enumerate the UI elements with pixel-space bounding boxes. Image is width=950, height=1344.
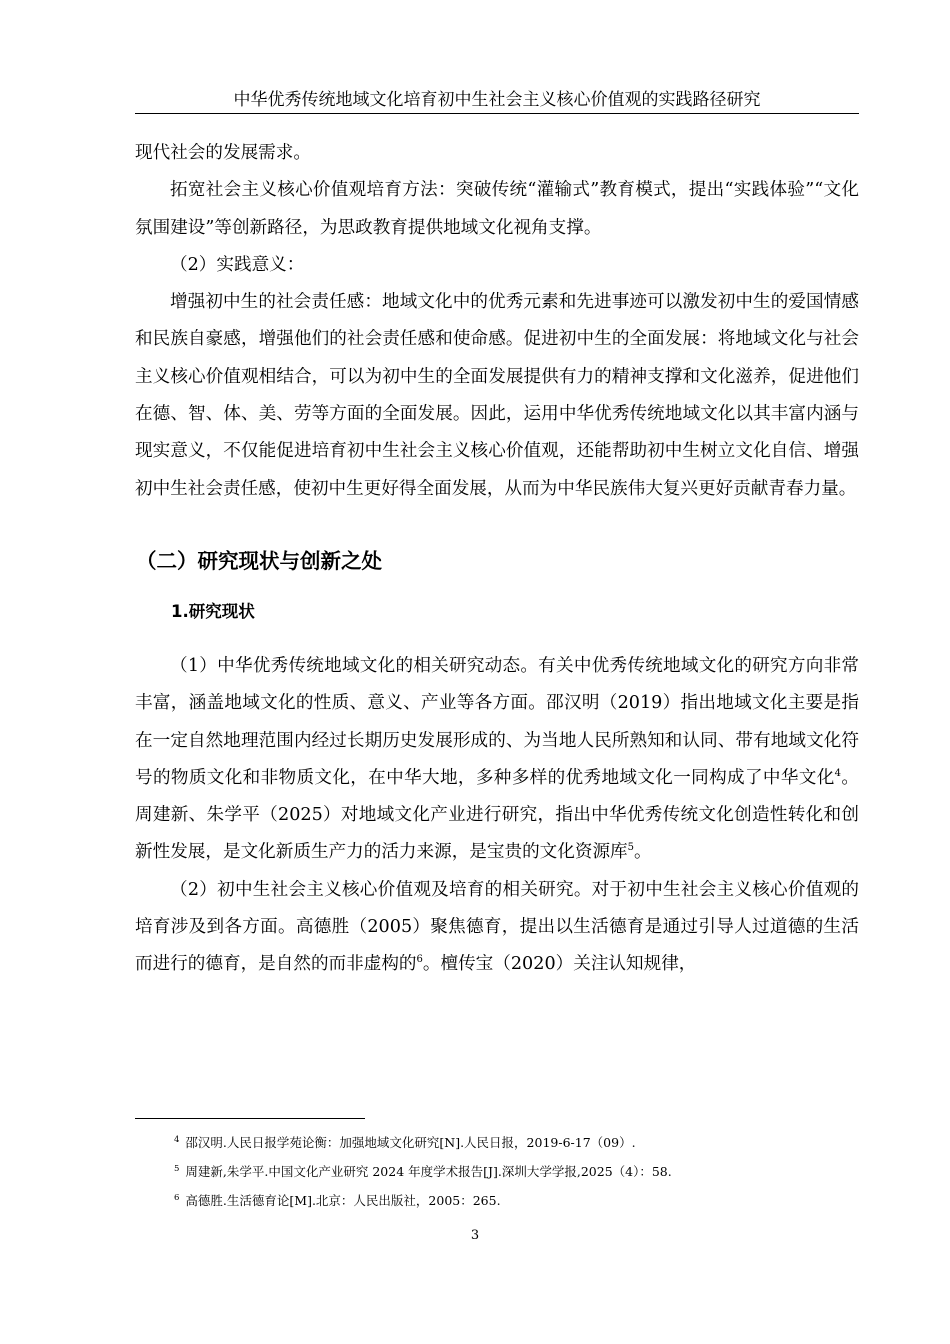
footnote-4 (174, 1128, 864, 1157)
section-heading: （二）研究现状与创新之处 (136, 548, 382, 573)
footnote-text: 高德胜.生活德育论[M].北京：人民出版社，2005：265. (185, 1193, 501, 1208)
paragraph-5 (135, 648, 859, 872)
footnotes (174, 1128, 864, 1215)
footnote-mark: 6 (174, 1192, 180, 1203)
footnote-ref-5[interactable]: 5 (627, 842, 635, 854)
footnote-5 (174, 1157, 864, 1186)
footnote-text: 邵汉明.人民日报学苑论衡：加强地域文化研究[N].人民日报，2019-6-17（09）. (185, 1135, 636, 1150)
paragraph-5-text-a: （1）中华优秀传统地域文化的相关研究动态。有关中优秀传统地域文化的研究方向非常丰富，涵盖地域文化的性质、意义、产业等各方面。邵汉明（2019）指出地域文化主要是指在一定自然地理范围内经过长期历史发展形成的、为当地人民所熟知和认同、带有地域文化符号的物质文化和非物质文化，在中华大地，多种多样的优秀地域文化一同构成了中华文化 (135, 655, 859, 788)
footnote-ref-4[interactable]: 4 (834, 768, 842, 779)
paragraph-5-text-c: 。 (634, 842, 652, 863)
paragraph-6-text-a: （2）初中生社会主义核心价值观及培育的相关研究。对于初中生社会主义核心价值观的培育涉及到各方面。高德胜（2005）聚焦德育，提出以生活德育是通过引导人过道德的生活而进行的德育，是自然的而非虚构的 (135, 879, 859, 975)
footnote-6 (174, 1186, 864, 1215)
paragraph-1: 现代社会的发展需求。 (135, 143, 311, 163)
paragraph-6 (135, 872, 859, 984)
paragraph-4: 增强初中生的社会责任感：地域文化中的优秀元素和先进事迹可以激发初中生的爱国情感和民族自豪感，增强他们的社会责任感和使命感。促进初中生的全面发展：将地域文化与社会主义核心价值观相结合，可以为初中生的全面发展提供有力的精神支撑和文化滋养，促进他们在德、智、体、美、劳等方面的全面发展。因此，运用中华优秀传统地域文化以其丰富内涵与现实意义，不仅能促进培育初中生社会主义核心价值观，还能帮助初中生树立文化自信、增强初中生社会责任感，使初中生更好得全面发展，从而为中华民族伟大复兴更好贡献青春力量。 (135, 292, 859, 499)
paragraph-5-text-b: 。周建新、朱学平（2025）对地域文化产业进行研究，指出中华优秀传统文化创造性转化和创新性发展，是文化新质生产力的活力来源，是宝贵的文化资源库 (135, 767, 859, 863)
footnote-mark: 4 (174, 1134, 180, 1145)
footnote-ref-6[interactable]: 6 (416, 954, 423, 966)
footnote-text: 周建新,朱学平.中国文化产业研究 2024 年度学术报告[J].深圳大学学报,2025（4）：58. (185, 1164, 672, 1179)
footnote-separator (135, 1118, 365, 1119)
spacer (135, 624, 859, 648)
footnote-mark: 5 (174, 1163, 180, 1174)
running-header: 中华优秀传统地域文化培育初中生社会主义核心价值观的实践路径研究 (233, 90, 761, 110)
subsection-heading: 1.研究现状 (171, 601, 255, 621)
paragraph-6-text-b: 。檀传宝（2020）关注认知规律， (422, 954, 697, 975)
page-number: 3 (470, 1228, 480, 1243)
paragraph-3: （2）实践意义： (170, 254, 305, 275)
paragraph-2: 拓宽社会主义核心价值观培育方法：突破传统“灌输式”教育模式，提出“实践体验”“文化氛围建设”等创新路径，为思政教育提供地域文化视角支撑。 (135, 180, 859, 238)
header-rule (135, 113, 859, 114)
main-content (135, 135, 859, 984)
